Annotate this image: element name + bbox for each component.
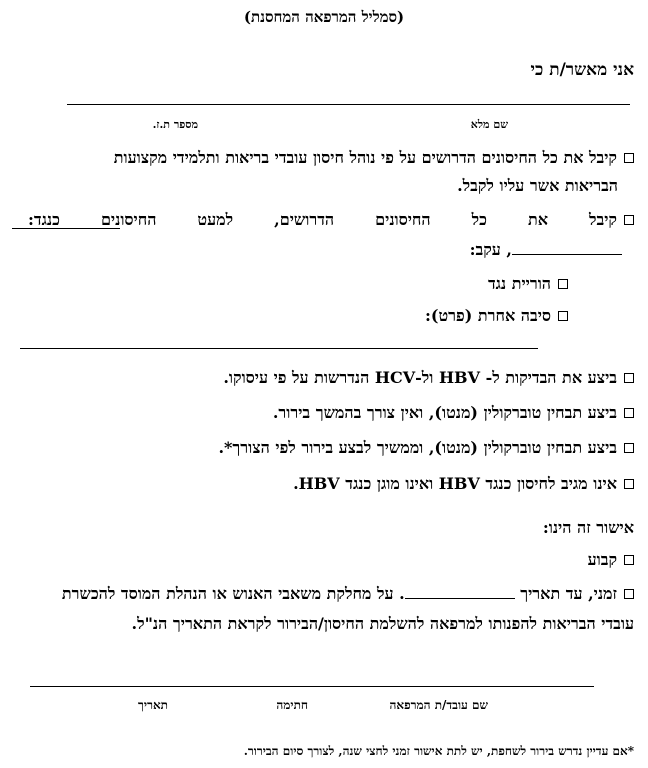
date-label: תאריך (138, 698, 168, 712)
approval-permanent-label: קבוע (587, 550, 617, 569)
missing-vaccines-field-line-2[interactable] (512, 240, 622, 255)
option-3-row (223, 368, 634, 388)
clinic-logo-placeholder: (סמליל המרפאה המחסנת) (243, 8, 405, 26)
option-4-text: ביצע תבחין טוברקולין (מנטו), ואין צורך בהמשך בירור. (272, 403, 617, 422)
approval-temporary-checkbox[interactable] (624, 589, 634, 599)
option-6-row (293, 474, 634, 494)
reason-contraindication-label: הוריית נגד (487, 274, 551, 293)
option-2-because-text: , עקב: (469, 240, 512, 259)
option-1-row (114, 148, 634, 168)
id-number-label: מספר ת.ז. (152, 118, 198, 131)
approval-temporary-text-cont: עובדי הבריאות להפנותו למרפאה להשלמת החיסון/הבירור לקראת התאריך הנ"ל. (131, 614, 634, 633)
approval-temporary-suffix: . על מחלקת משאבי האנוש או הנהלת המוסד להכשרת (61, 584, 405, 603)
footnote-text: *אם עדיין נדרש בירור לשחפת, יש לתת אישור זמני לחצי שנה, לצורך סיום הבירור. (243, 744, 634, 758)
option-4-row (273, 403, 634, 423)
reason-other-row (425, 306, 568, 326)
reason-other-checkbox[interactable] (558, 311, 568, 321)
intro-text: אני מאשר/ת כי (530, 60, 634, 80)
option-2-text: קיבל את כל החיסונים הדרושים, למעט החיסונים כנגד: (28, 210, 617, 229)
approval-permanent-row (588, 550, 634, 570)
temporary-date-field-line[interactable] (405, 584, 515, 599)
signature-field-line[interactable] (30, 686, 594, 687)
option-1-text-cont: הבריאות אשר עליו לקבל. (457, 176, 618, 195)
reason-other-label: סיבה אחרת (פרט): (425, 306, 551, 325)
signature-label: חתימה (276, 698, 308, 712)
name-id-field-line[interactable] (67, 104, 630, 105)
approval-temporary-prefix: זמני, עד תאריך (520, 584, 617, 603)
option-2-row (28, 210, 634, 230)
reason-contraindication-row (488, 274, 568, 294)
option-2-checkbox[interactable] (624, 215, 634, 225)
option-1-text: קיבל את כל החיסונים הדרושים על פי נוהל חיסון עובדי בריאות ותלמידי מקצועות (113, 148, 617, 167)
option-5-text: ביצע תבחין טוברקולין (מנטו), וממשיך לבצע בירור לפי הצורך*. (218, 438, 617, 457)
option-5-row (218, 438, 634, 458)
full-name-label: שם מלא (470, 118, 508, 131)
option-3-checkbox[interactable] (624, 373, 634, 383)
approval-heading: אישור זה הינו: (542, 518, 634, 537)
approval-permanent-checkbox[interactable] (624, 555, 634, 565)
option-4-checkbox[interactable] (624, 408, 634, 418)
option-2-because-row (470, 240, 622, 260)
reason-contraindication-checkbox[interactable] (558, 279, 568, 289)
option-6-checkbox[interactable] (624, 479, 634, 489)
option-3-text: ביצע את הבדיקות ל- HBV ול-HCV הנדרשות על פי עיסוקו. (223, 368, 617, 387)
option-1-checkbox[interactable] (624, 153, 634, 163)
option-6-text: אינו מגיב לחיסון כנגד HBV ואינו מוגן כנגד HBV. (293, 474, 617, 493)
employee-name-label: שם עובד/ת המרפאה (389, 698, 488, 712)
option-5-checkbox[interactable] (624, 443, 634, 453)
missing-vaccines-field-line[interactable] (12, 228, 120, 229)
approval-temporary-row (62, 584, 634, 604)
other-reason-field-line[interactable] (20, 348, 538, 349)
